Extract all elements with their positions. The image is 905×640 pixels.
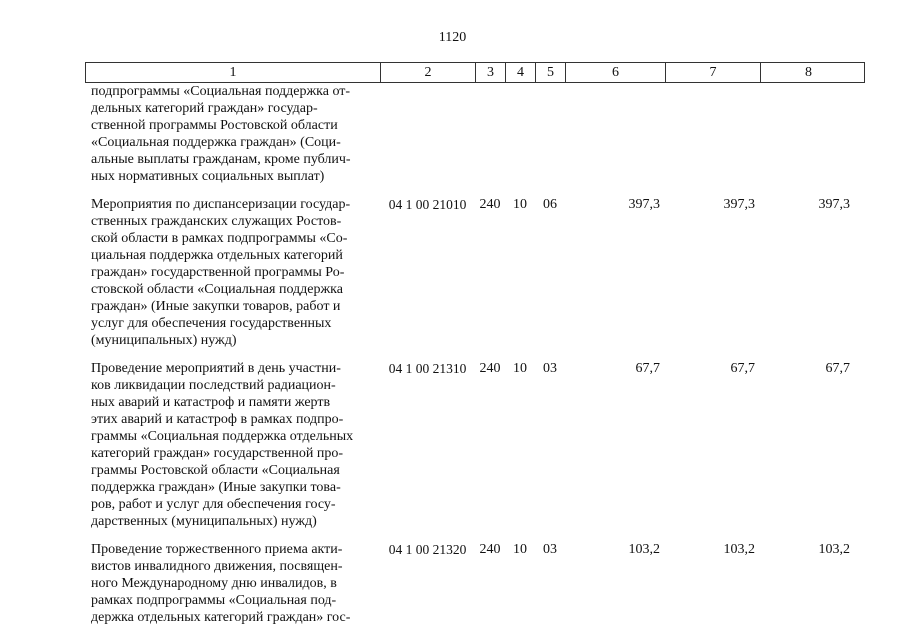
table-row xyxy=(85,196,865,349)
column-header-8: 8 xyxy=(805,65,812,80)
description-line: рамках подпрограммы «Социальная под- xyxy=(91,593,337,608)
amount-col-7: 397,3 xyxy=(723,197,755,212)
column-header-5: 5 xyxy=(536,63,566,82)
column-header-4: 4 xyxy=(506,63,536,82)
column-header-2: 2 xyxy=(381,63,476,82)
amount-col-8: 67,7 xyxy=(825,361,850,376)
description-line: граждан» (Иные закупки товаров, работ и xyxy=(91,299,341,314)
column-header-3: 3 xyxy=(476,63,506,82)
description-line: стовской области «Социальная поддержка xyxy=(91,282,343,297)
page-number: 1120 xyxy=(438,30,467,45)
amount-col-7: 103,2 xyxy=(723,542,755,557)
description-line: (муниципальных) нужд) xyxy=(91,333,237,348)
subsection: 06 xyxy=(543,197,557,212)
row-description xyxy=(85,196,380,349)
description-line: ного Международному дню инвалидов, в xyxy=(91,576,337,591)
description-line: граммы «Социальная поддержка отдельных xyxy=(91,429,354,444)
description-line: альные выплаты гражданам, кроме публич- xyxy=(91,152,351,167)
subsection: 03 xyxy=(543,542,557,557)
target-code: 04 1 00 21320 xyxy=(388,542,467,557)
description-line: вистов инвалидного движения, посвящен- xyxy=(91,559,343,574)
description-line: дарственных (муниципальных) нужд) xyxy=(91,514,317,529)
section: 10 xyxy=(513,197,527,212)
description-line: ных нормативных социальных выплат) xyxy=(91,169,325,184)
description-line: держка отдельных категорий граждан» гос- xyxy=(91,610,351,625)
expense-type: 240 xyxy=(479,197,501,212)
description-line: Мероприятия по диспансеризации государ- xyxy=(91,197,351,212)
table-header xyxy=(85,62,865,83)
description-line: Проведение торжественного приема акти- xyxy=(91,542,343,557)
section: 10 xyxy=(513,542,527,557)
description-line: категорий граждан» государственной про- xyxy=(91,446,344,461)
table-row xyxy=(85,83,865,185)
table-row xyxy=(85,360,865,530)
row-description xyxy=(85,360,380,530)
expense-type: 240 xyxy=(479,361,501,376)
amount-col-8: 103,2 xyxy=(818,542,850,557)
description-line: подпрограммы «Социальная поддержка от- xyxy=(91,84,351,99)
amount-col-6: 397,3 xyxy=(628,197,660,212)
row-description xyxy=(85,541,380,626)
table-body xyxy=(85,83,865,626)
description-line: поддержка граждан» (Иные закупки това- xyxy=(91,480,341,495)
table-row xyxy=(85,541,865,626)
description-line: ской области в рамках подпрограммы «Со- xyxy=(91,231,348,246)
row-description xyxy=(85,83,380,185)
description-line: «Социальная поддержка граждан» (Соци- xyxy=(91,135,341,150)
description-line: ственной программы Ростовской области xyxy=(91,118,338,133)
amount-col-6: 67,7 xyxy=(635,361,660,376)
column-header-7: 7 xyxy=(666,63,761,82)
target-code: 04 1 00 21010 xyxy=(388,197,467,212)
target-code: 04 1 00 21310 xyxy=(388,361,467,376)
subsection: 03 xyxy=(543,361,557,376)
section: 10 xyxy=(513,361,527,376)
description-line: ров, работ и услуг для обеспечения госу- xyxy=(91,497,336,512)
description-line: граждан» государственной программы Ро- xyxy=(91,265,345,280)
expense-type: 240 xyxy=(479,542,501,557)
description-line: услуг для обеспечения государственных xyxy=(91,316,332,331)
amount-col-7: 67,7 xyxy=(730,361,755,376)
description-line: этих аварий и катастроф в рамках подпро- xyxy=(91,412,344,427)
amount-col-6: 103,2 xyxy=(628,542,660,557)
description-line: ственных гражданских служащих Ростов- xyxy=(91,214,342,229)
amount-col-8: 397,3 xyxy=(818,197,850,212)
column-header-1: 1 xyxy=(86,63,381,82)
description-line: граммы Ростовской области «Социальная xyxy=(91,463,340,478)
description-line: ных аварий и катастроф и памяти жертв xyxy=(91,395,331,410)
description-line: дельных категорий граждан» государ- xyxy=(91,101,318,116)
description-line: ков ликвидации последствий радиацион- xyxy=(91,378,336,393)
description-line: циальная поддержка отдельных категорий xyxy=(91,248,343,263)
column-header-6: 6 xyxy=(566,63,666,82)
description-line: Проведение мероприятий в день участни- xyxy=(91,361,341,376)
